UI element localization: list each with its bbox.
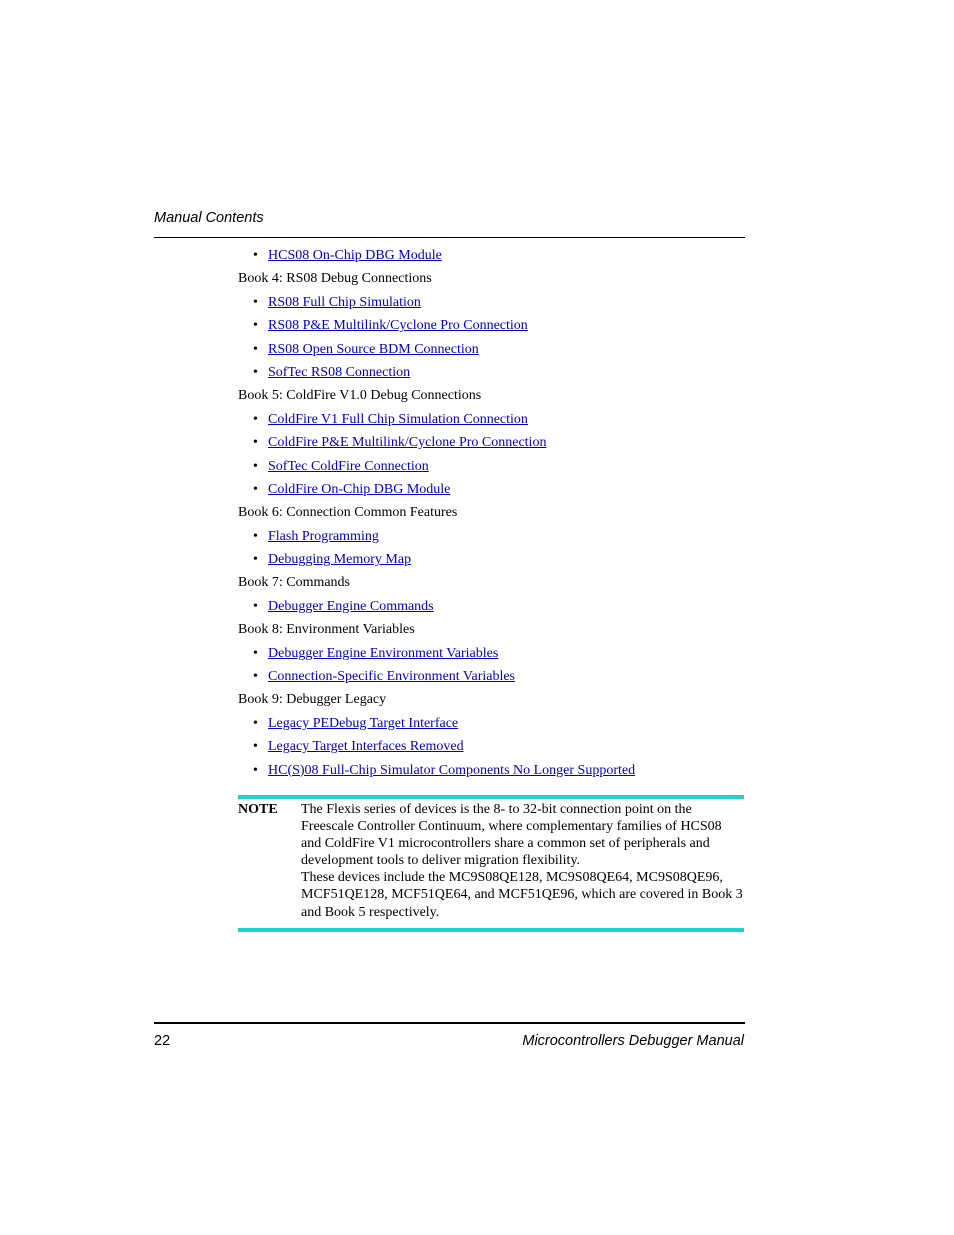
footer-manual-title: Microcontrollers Debugger Manual bbox=[522, 1033, 744, 1049]
toc-link[interactable]: RS08 Open Source BDM Connection bbox=[268, 341, 479, 357]
toc-link[interactable]: Debugger Engine Environment Variables bbox=[268, 645, 499, 661]
toc-list-item bbox=[238, 548, 744, 571]
table-of-contents bbox=[238, 244, 744, 782]
toc-list-item bbox=[238, 712, 744, 735]
bullet-icon: • bbox=[253, 481, 258, 497]
bullet-icon: • bbox=[253, 294, 258, 310]
book-heading: Book 8: Environment Variables bbox=[238, 622, 415, 638]
bullet-icon: • bbox=[253, 645, 258, 661]
book-heading: Book 6: Connection Common Features bbox=[238, 505, 458, 521]
toc-list-item bbox=[238, 595, 744, 618]
book-heading: Book 7: Commands bbox=[238, 575, 351, 591]
toc-link[interactable]: Debugger Engine Commands bbox=[268, 598, 434, 614]
note-paragraph: These devices include the MC9S08QE128, MC9S08QE64, MC9S08QE96, MCF51QE128, MCF51QE64, and MCF51QE96, which are covered in Book 3 and Book 5 respectively. bbox=[301, 870, 743, 920]
bullet-icon: • bbox=[253, 364, 258, 380]
page-number: 22 bbox=[154, 1033, 171, 1049]
bullet-icon: • bbox=[253, 458, 258, 474]
toc-list-item bbox=[238, 665, 744, 688]
book-heading: Book 9: Debugger Legacy bbox=[238, 692, 387, 708]
toc-list-item bbox=[238, 244, 744, 267]
bullet-icon: • bbox=[253, 598, 258, 614]
toc-link[interactable]: ColdFire V1 Full Chip Simulation Connection bbox=[268, 411, 528, 427]
note-body bbox=[301, 801, 745, 921]
toc-list-item bbox=[238, 408, 744, 431]
toc-link[interactable]: ColdFire On-Chip DBG Module bbox=[268, 481, 451, 497]
toc-link[interactable]: ColdFire P&E Multilink/Cyclone Pro Connection bbox=[268, 435, 547, 451]
header-divider bbox=[154, 237, 745, 238]
note-label: NOTE bbox=[238, 802, 278, 817]
toc-link[interactable]: RS08 P&E Multilink/Cyclone Pro Connection bbox=[268, 318, 528, 334]
footer-divider bbox=[154, 1022, 745, 1024]
bullet-icon: • bbox=[253, 341, 258, 357]
note-paragraph: The Flexis series of devices is the 8- to 32-bit connection point on the Freescale Controller Continuum, where complementary families of HCS08 and ColdFire V1 microcontrollers share a common set of peripherals and development tools to deliver migration flexibility. bbox=[301, 802, 722, 869]
toc-link[interactable]: RS08 Full Chip Simulation bbox=[268, 294, 421, 310]
bullet-icon: • bbox=[253, 762, 258, 778]
toc-list-item bbox=[238, 291, 744, 314]
toc-list-item bbox=[238, 642, 744, 665]
bullet-icon: • bbox=[253, 715, 258, 731]
toc-list-item bbox=[238, 759, 744, 782]
bullet-icon: • bbox=[253, 435, 258, 451]
bullet-icon: • bbox=[253, 739, 258, 755]
toc-link[interactable]: Legacy PEDebug Target Interface bbox=[268, 715, 459, 731]
bullet-icon: • bbox=[253, 669, 258, 685]
toc-link[interactable]: Debugging Memory Map bbox=[268, 552, 412, 568]
note-box bbox=[238, 795, 744, 932]
toc-link[interactable]: Connection-Specific Environment Variables bbox=[268, 669, 516, 685]
toc-list-item bbox=[238, 431, 744, 454]
bullet-icon: • bbox=[253, 528, 258, 544]
toc-link[interactable]: HCS08 On-Chip DBG Module bbox=[268, 248, 442, 263]
toc-list-item bbox=[238, 455, 744, 478]
book-heading: Book 4: RS08 Debug Connections bbox=[238, 271, 432, 287]
toc-link[interactable]: SofTec ColdFire Connection bbox=[268, 458, 429, 474]
toc-link[interactable]: Flash Programming bbox=[268, 528, 379, 544]
bullet-icon: • bbox=[253, 411, 258, 427]
toc-list-item bbox=[238, 525, 744, 548]
bullet-icon: • bbox=[253, 318, 258, 334]
toc-link[interactable]: HC(S)08 Full-Chip Simulator Components No Longer Supported bbox=[268, 762, 636, 778]
toc-list-item bbox=[238, 735, 744, 758]
toc-list-item bbox=[238, 478, 744, 501]
bullet-icon: • bbox=[253, 248, 258, 263]
toc-list-item bbox=[238, 338, 744, 361]
toc-link[interactable]: Legacy Target Interfaces Removed bbox=[268, 739, 464, 755]
toc-link[interactable]: SofTec RS08 Connection bbox=[268, 364, 411, 380]
toc-list-item bbox=[238, 361, 744, 384]
running-header-title: Manual Contents bbox=[154, 210, 264, 226]
bullet-icon: • bbox=[253, 552, 258, 568]
toc-list-item bbox=[238, 314, 744, 337]
book-heading: Book 5: ColdFire V1.0 Debug Connections bbox=[238, 388, 482, 404]
